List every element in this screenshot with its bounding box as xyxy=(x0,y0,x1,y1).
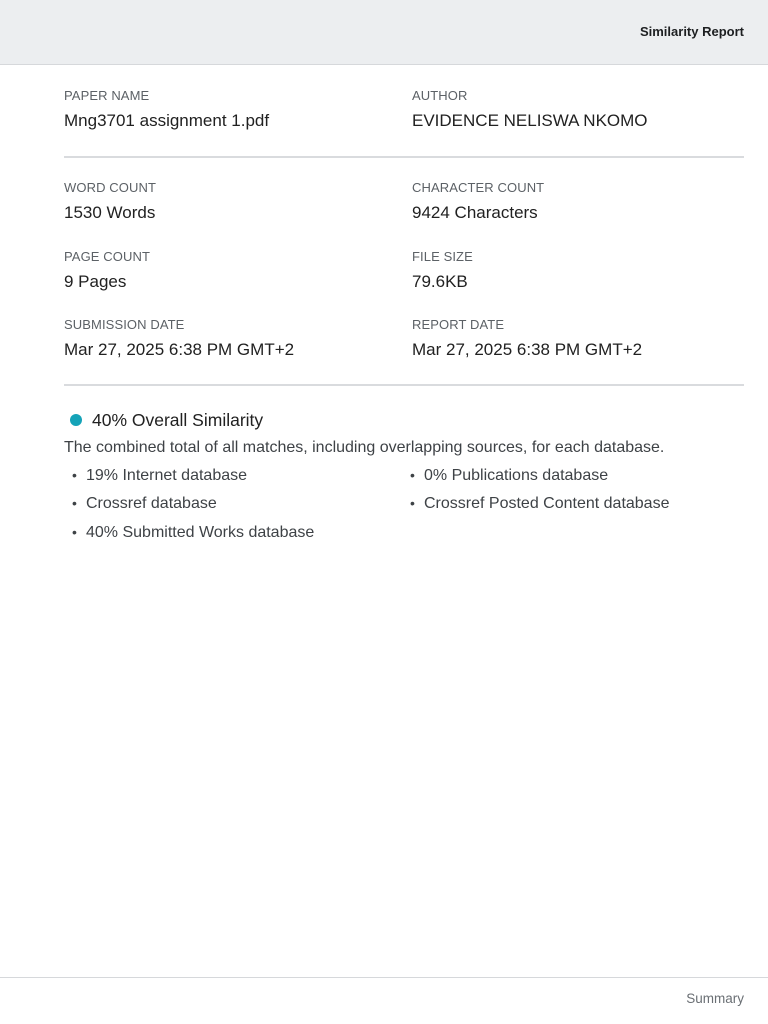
word-count-label: WORD COUNT xyxy=(64,180,156,195)
submission-date-label: SUBMISSION DATE xyxy=(64,317,185,332)
submission-date-field xyxy=(64,317,294,360)
divider-bottom xyxy=(64,384,744,386)
file-size-label: FILE SIZE xyxy=(412,249,473,264)
footer-divider xyxy=(0,977,768,978)
bullet-icon: • xyxy=(72,524,77,540)
similarity-indicator-dot xyxy=(70,414,82,426)
report-date-value: Mar 27, 2025 6:38 PM GMT+2 xyxy=(412,340,643,359)
report-title: Similarity Report xyxy=(639,24,744,39)
submission-date-value: Mar 27, 2025 6:38 PM GMT+2 xyxy=(64,340,295,359)
source-item xyxy=(64,495,217,513)
file-size-value: 79.6KB xyxy=(412,272,468,291)
source-item xyxy=(402,495,669,513)
divider-top xyxy=(64,156,744,158)
character-count-field xyxy=(412,180,544,223)
source-label: Crossref Posted Content database xyxy=(424,495,670,512)
bullet-icon: • xyxy=(72,467,77,483)
word-count-value: 1530 Words xyxy=(64,203,156,222)
bullet-icon: • xyxy=(410,495,415,511)
similarity-description: The combined total of all matches, including overlapping sources, for each database. xyxy=(64,439,665,456)
source-label: Crossref database xyxy=(86,495,217,512)
author-value: EVIDENCE NELISWA NKOMO xyxy=(412,111,648,130)
source-item xyxy=(64,467,247,485)
character-count-value: 9424 Characters xyxy=(412,203,538,222)
page-count-label: PAGE COUNT xyxy=(64,249,150,264)
paper-name-label: PAPER NAME xyxy=(64,88,150,103)
source-item xyxy=(402,467,608,485)
source-label: 0% Publications database xyxy=(424,467,609,484)
file-size-field xyxy=(412,249,473,292)
source-item xyxy=(64,524,314,542)
page-count-value: 9 Pages xyxy=(64,272,127,291)
character-count-label: CHARACTER COUNT xyxy=(412,180,545,195)
overall-similarity xyxy=(70,408,263,432)
page-count-field xyxy=(64,249,150,292)
overall-similarity-title: 40% Overall Similarity xyxy=(92,409,264,430)
report-date-label: REPORT DATE xyxy=(412,317,505,332)
author-label: AUTHOR xyxy=(412,88,468,103)
author-field xyxy=(412,88,648,131)
bullet-icon: • xyxy=(72,495,77,511)
paper-name-field xyxy=(64,88,269,131)
report-header xyxy=(0,0,768,65)
paper-name-value: Mng3701 assignment 1.pdf xyxy=(64,111,270,130)
source-label: 19% Internet database xyxy=(86,467,248,484)
footer-summary-label: Summary xyxy=(686,991,744,1006)
word-count-field xyxy=(64,180,156,223)
bullet-icon: • xyxy=(410,467,415,483)
source-label: 40% Submitted Works database xyxy=(86,524,315,541)
report-date-field xyxy=(412,317,642,360)
